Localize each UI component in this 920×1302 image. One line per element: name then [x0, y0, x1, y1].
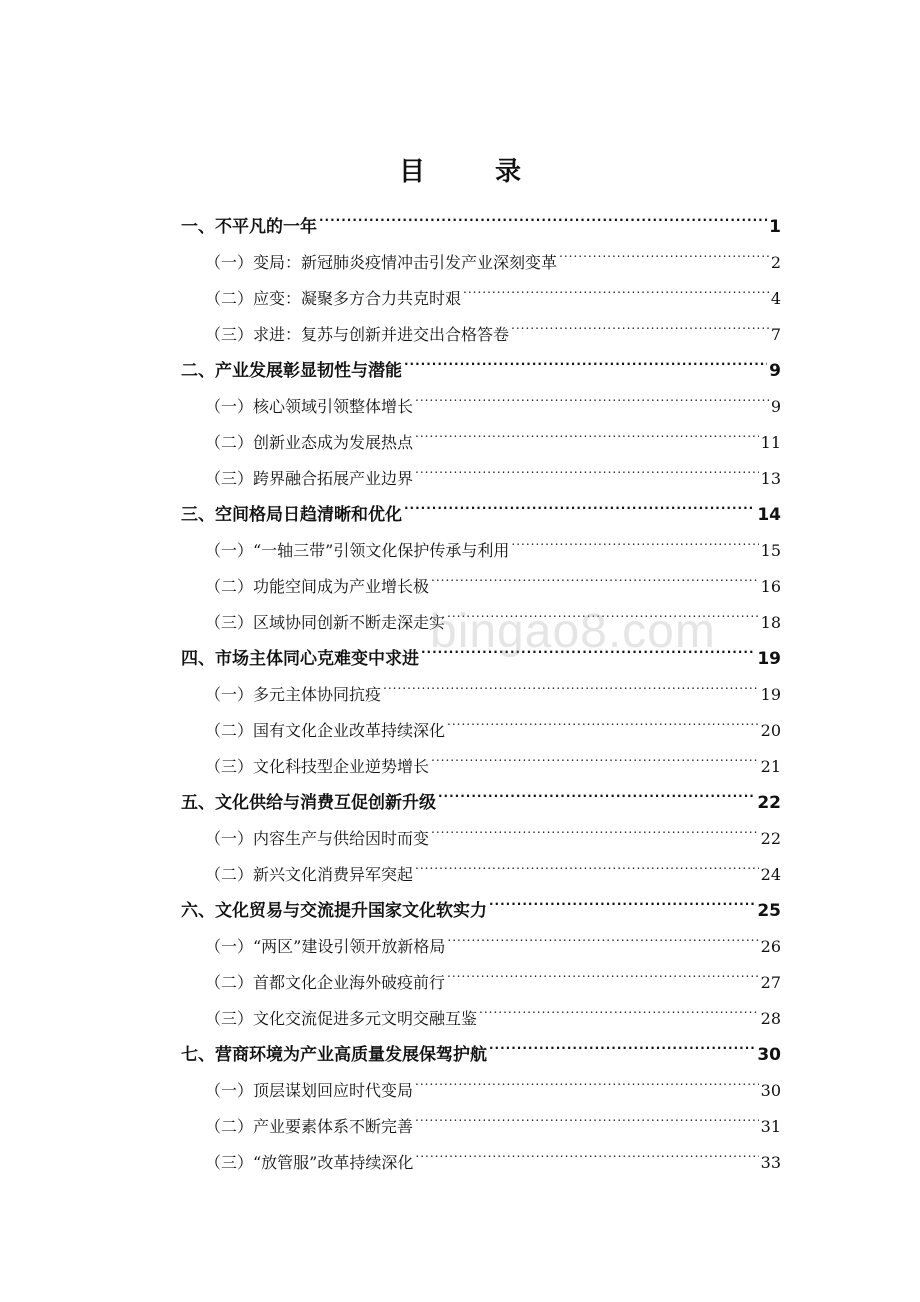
- toc-entry-title: 一、不平凡的一年: [181, 217, 317, 237]
- toc-leader-dots: [415, 412, 759, 448]
- toc-entry-title: （三）“放管服”改革持续深化: [205, 1153, 414, 1172]
- toc-entry-title: （二）首都文化企业海外破疫前行: [205, 973, 446, 992]
- page-title: 目 录: [398, 157, 543, 187]
- toc-section-entry[interactable]: [205, 448, 781, 488]
- toc-entry-title: （三）区域协同创新不断走深走实: [205, 613, 446, 632]
- toc-leader-dots: [319, 196, 767, 232]
- toc-chapter-entry[interactable]: [181, 1024, 781, 1065]
- toc-leader-dots: [415, 1096, 759, 1132]
- toc-leader-dots: [415, 448, 759, 484]
- toc-section-entry[interactable]: [205, 556, 781, 596]
- toc-section-entry[interactable]: [205, 376, 781, 416]
- toc-section-entry[interactable]: [205, 736, 781, 776]
- toc-entry-title: （二）新兴文化消费异军突起: [205, 865, 414, 884]
- toc-chapter-entry[interactable]: [181, 484, 781, 525]
- toc-leader-dots: [431, 556, 759, 592]
- toc-page-number: 24: [760, 865, 781, 884]
- toc-leader-dots: [447, 700, 759, 736]
- toc-entry-title: （三）文化科技型企业逆势增长: [205, 757, 430, 776]
- toc-entry-title: 四、市场主体同心克难变中求进: [181, 649, 419, 669]
- toc-leader-dots: [447, 916, 758, 952]
- toc-leader-dots: [511, 304, 769, 340]
- toc-section-entry[interactable]: [205, 844, 781, 884]
- toc-entry-title: （二）创新业态成为发展热点: [205, 433, 414, 452]
- toc-entry-title: 三、空间格局日趋清晰和优化: [181, 505, 402, 525]
- toc-page-number: 9: [770, 397, 781, 416]
- toc-page-number: 30: [757, 1045, 781, 1065]
- toc-page-number: 11: [760, 433, 781, 452]
- toc-entry-title: （三）求进：复苏与创新并进交出合格答卷: [205, 325, 510, 344]
- toc-page-number: 26: [760, 937, 781, 956]
- toc-leader-dots: [511, 520, 758, 556]
- toc-section-entry[interactable]: [205, 520, 781, 560]
- toc-page-number: 22: [760, 829, 781, 848]
- toc-leader-dots: [383, 664, 759, 700]
- toc-section-entry[interactable]: [205, 916, 781, 956]
- toc-entry-title: （二）应变：凝聚多方合力共克时艰: [205, 289, 462, 308]
- toc-page-number: 25: [757, 901, 781, 921]
- toc-entry-title: （一）变局：新冠肺炎疫情冲击引发产业深刻变革: [205, 253, 558, 272]
- toc-entry-title: 七、营商环境为产业高质量发展保驾护航: [181, 1045, 487, 1065]
- toc-page-number: 7: [770, 325, 781, 344]
- toc-section-entry[interactable]: [205, 664, 781, 704]
- toc-section-entry[interactable]: [205, 1132, 781, 1172]
- toc-entry-title: 二、产业发展彰显韧性与潜能: [181, 361, 402, 381]
- toc-leader-dots: [415, 844, 759, 880]
- toc-leader-dots: [415, 1060, 759, 1096]
- toc-page-number: 33: [760, 1153, 781, 1172]
- toc-page-number: 9: [769, 361, 781, 381]
- toc-page-number: 13: [760, 469, 781, 488]
- toc-leader-dots: [438, 772, 755, 808]
- toc-page-number: 31: [760, 1117, 781, 1136]
- toc-chapter-entry[interactable]: [181, 628, 781, 669]
- toc-page-number: 14: [757, 505, 781, 525]
- toc-leader-dots: [489, 880, 755, 916]
- toc-entry-title: （二）国有文化企业改革持续深化: [205, 721, 446, 740]
- toc-section-entry[interactable]: [205, 232, 781, 272]
- toc-leader-dots: [447, 952, 759, 988]
- toc-entry-title: （一）核心领域引领整体增长: [205, 397, 414, 416]
- toc-leader-dots: [559, 232, 769, 268]
- toc-section-entry[interactable]: [205, 988, 781, 1028]
- toc-chapter-entry[interactable]: [181, 196, 781, 237]
- toc-entry-title: （一）多元主体协同抗疫: [205, 685, 382, 704]
- toc-leader-dots: [489, 1024, 755, 1060]
- toc-entry-title: （一）“一轴三带”引领文化保护传承与利用: [205, 541, 510, 560]
- toc-section-entry[interactable]: [205, 304, 781, 344]
- toc-page-number: 16: [760, 577, 781, 596]
- toc-section-entry[interactable]: [205, 808, 781, 848]
- toc-page-number: 20: [760, 721, 781, 740]
- toc-page-number: 21: [760, 757, 781, 776]
- toc-page-number: 28: [760, 1009, 781, 1028]
- toc-entry-title: （一）顶层谋划回应时代变局: [205, 1081, 414, 1100]
- toc-section-entry[interactable]: [205, 952, 781, 992]
- toc-page-number: 4: [770, 289, 781, 308]
- toc-section-entry[interactable]: [205, 268, 781, 308]
- toc-leader-dots: [415, 1132, 758, 1168]
- toc-entry-title: （二）产业要素体系不断完善: [205, 1117, 414, 1136]
- toc-page-number: 19: [760, 685, 781, 704]
- toc-leader-dots: [421, 628, 755, 664]
- toc-leader-dots: [447, 592, 759, 628]
- toc-chapter-entry[interactable]: [181, 772, 781, 813]
- toc-entry-title: （三）跨界融合拓展产业边界: [205, 469, 414, 488]
- toc-page-number: 19: [757, 649, 781, 669]
- toc-leader-dots: [431, 736, 759, 772]
- toc-leader-dots: [479, 988, 759, 1024]
- toc-page-number: 27: [760, 973, 781, 992]
- toc-leader-dots: [431, 808, 759, 844]
- toc-section-entry[interactable]: [205, 412, 781, 452]
- toc-entry-title: （一）内容生产与供给因时而变: [205, 829, 430, 848]
- toc-leader-dots: [404, 484, 755, 520]
- toc-leader-dots: [415, 376, 769, 412]
- toc-page-number: 30: [760, 1081, 781, 1100]
- toc-page-number: 18: [760, 613, 781, 632]
- toc-section-entry[interactable]: [205, 1096, 781, 1136]
- toc-entry-title: （二）功能空间成为产业增长极: [205, 577, 430, 596]
- toc-section-entry[interactable]: [205, 1060, 781, 1100]
- watermark: bingao8.com: [430, 605, 716, 658]
- toc-page-number: 15: [760, 541, 781, 560]
- toc-entry-title: 六、文化贸易与交流提升国家文化软实力: [181, 901, 487, 921]
- toc-leader-dots: [404, 340, 767, 376]
- toc-entry-title: 五、文化供给与消费互促创新升级: [181, 793, 436, 813]
- toc-page-number: 2: [770, 253, 781, 272]
- toc-page-number: 1: [769, 217, 781, 237]
- toc-leader-dots: [463, 268, 769, 304]
- toc-chapter-entry[interactable]: [181, 880, 781, 921]
- toc-chapter-entry[interactable]: [181, 340, 781, 381]
- toc-entry-title: （三）文化交流促进多元文明交融互鉴: [205, 1009, 478, 1028]
- toc-section-entry[interactable]: [205, 700, 781, 740]
- toc-entry-title: （一）“两区”建设引领开放新格局: [205, 937, 446, 956]
- toc-page-number: 22: [757, 793, 781, 813]
